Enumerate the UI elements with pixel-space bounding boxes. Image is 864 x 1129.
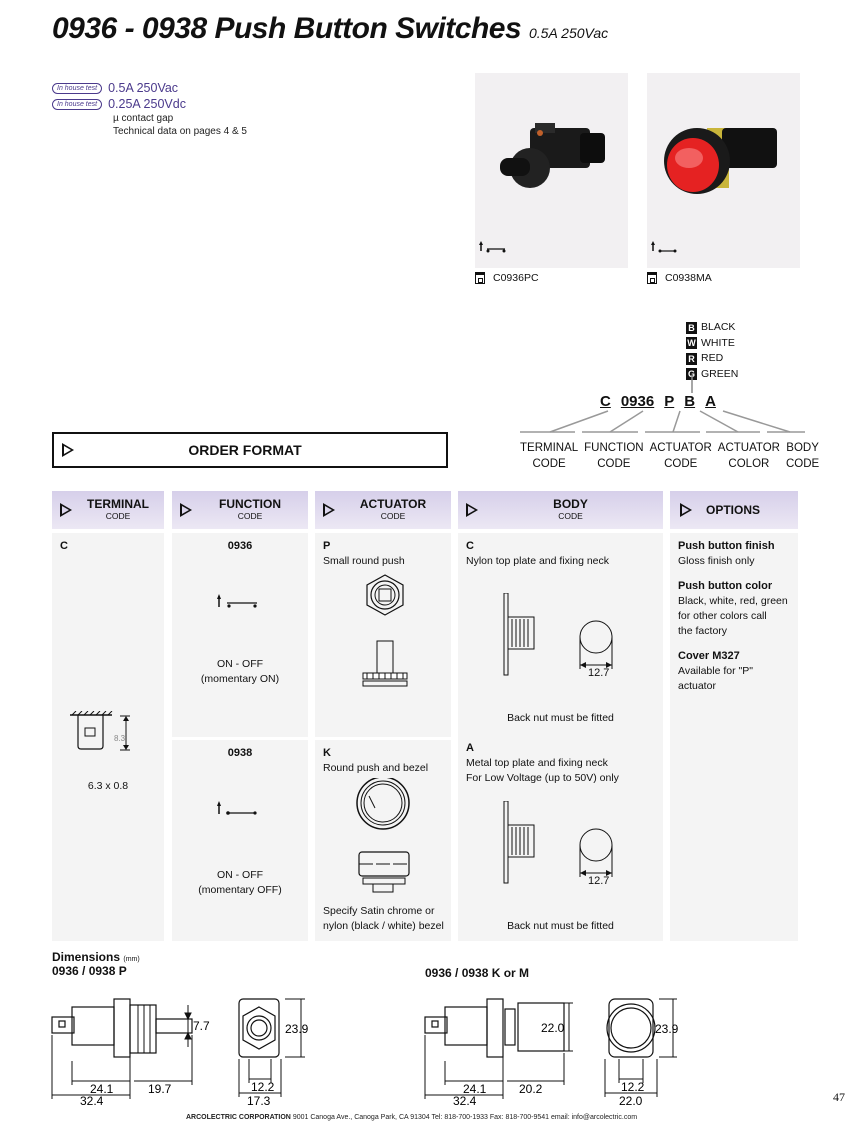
header-subtitle: CODE xyxy=(380,511,406,521)
terminal-icon xyxy=(647,272,657,284)
option-heading: Push button color xyxy=(678,580,773,592)
title-rating: 0.5A 250Vac xyxy=(529,25,609,41)
terminal-tab-drawing xyxy=(70,711,150,761)
option-color xyxy=(678,579,790,639)
code-label-line1: ACTUATOR xyxy=(717,442,780,454)
rating-row xyxy=(52,96,247,112)
color-code-badge: R xyxy=(686,353,697,365)
header-text xyxy=(478,498,663,522)
ratings-block xyxy=(52,80,247,138)
svg-text:17.3: 17.3 xyxy=(247,1094,271,1105)
color-code-row xyxy=(686,351,738,367)
actuator-cell-p xyxy=(315,533,451,737)
option-text: the factory xyxy=(678,625,728,637)
in-house-test-badge: In house test xyxy=(52,99,102,110)
svg-text:20.2: 20.2 xyxy=(519,1082,543,1096)
footer-address: 9001 Canoga Ave., Canoga Park, CA 91304 Tel: 818-700-1933 Fax: 818-700-9541 email: info@arcolectric.com xyxy=(292,1114,638,1121)
header-title: BODY xyxy=(553,497,588,511)
option-text: Gloss finish only xyxy=(678,555,755,567)
momentary-on-symbol-icon xyxy=(479,241,519,253)
header-subtitle: CODE xyxy=(105,511,131,521)
actuator-cell-k xyxy=(315,740,451,941)
back-nut-note: Back nut must be fitted xyxy=(507,712,614,724)
option-text: Available for "P" actuator xyxy=(678,665,753,692)
dimensions-title: Dimensions xyxy=(52,950,121,964)
push-button-small-image xyxy=(475,73,628,268)
terminal-code-part: C xyxy=(600,393,611,410)
function-cell-0938 xyxy=(172,740,308,941)
header-title: ACTUATOR xyxy=(359,497,427,511)
body-cell xyxy=(458,533,663,941)
code-label xyxy=(786,440,819,472)
order-format-banner xyxy=(52,432,448,468)
header-title: FUNCTION xyxy=(219,497,281,511)
round-push-bezel-drawing xyxy=(353,778,417,902)
dimensions-heading xyxy=(52,950,140,978)
order-format-label: ORDER FORMAT xyxy=(188,442,302,458)
back-nut-note: Back nut must be fitted xyxy=(507,920,614,932)
actuator-description: Small round push xyxy=(323,555,405,567)
rating-value: 0.25A 250Vdc xyxy=(108,97,186,111)
terminal-icon xyxy=(475,272,485,284)
actuator-code-header xyxy=(315,491,451,529)
part-number: C0938MA xyxy=(665,272,712,284)
dimension-drawing-km xyxy=(423,995,573,1105)
actuator-color-part: B xyxy=(684,393,696,410)
header-subtitle: CODE xyxy=(558,511,583,521)
actuator-description: Round push and bezel xyxy=(323,762,429,774)
body-diameter-dim: 12.7 xyxy=(588,875,610,887)
product-photo-c0936pc xyxy=(475,73,628,268)
contact-gap-note: µ contact gap xyxy=(113,113,174,124)
svg-text:32.4: 32.4 xyxy=(453,1094,477,1105)
code-label-line2: CODE xyxy=(785,458,820,470)
svg-text:19.7: 19.7 xyxy=(148,1082,172,1096)
color-code-row xyxy=(686,320,738,336)
header-title: TERMINAL xyxy=(87,497,149,511)
code-label-line2: CODE xyxy=(597,458,631,470)
code-label xyxy=(520,440,578,472)
body-code: A xyxy=(466,742,474,754)
color-label: RED xyxy=(701,352,724,364)
bezel-note-line: Specify Satin chrome or xyxy=(323,905,435,917)
svg-text:22.0: 22.0 xyxy=(541,1021,565,1035)
page-title xyxy=(52,12,608,46)
code-label-line2: COLOR xyxy=(728,458,770,470)
code-label-line1: TERMINAL xyxy=(520,442,579,454)
function-code-part: 0936 xyxy=(620,393,655,410)
body-description: Nylon top plate and fixing neck xyxy=(466,555,610,567)
function-code: 0938 xyxy=(227,747,253,759)
option-text: for other colors call xyxy=(678,610,767,622)
svg-text:24.1: 24.1 xyxy=(463,1082,487,1096)
svg-text:32.4: 32.4 xyxy=(80,1094,104,1105)
header-title: OPTIONS xyxy=(706,503,761,517)
terminal-cell xyxy=(52,533,164,941)
bezel-note-line: nylon (black / white) bezel xyxy=(323,920,444,932)
terminal-code-header xyxy=(52,491,164,529)
option-heading: Push button finish xyxy=(678,540,775,552)
svg-text:12.2: 12.2 xyxy=(621,1080,645,1094)
color-code-badge: G xyxy=(687,369,695,380)
option-finish xyxy=(678,539,790,569)
push-button-red-image xyxy=(647,73,800,268)
triangle-arrow-icon xyxy=(62,443,74,457)
part-number: C0936PC xyxy=(493,272,539,284)
code-label-line1: BODY xyxy=(786,442,819,454)
footer xyxy=(186,1114,637,1121)
dimensions-p-label: 0936 / 0938 P xyxy=(52,964,127,978)
body-code: C xyxy=(466,540,474,552)
height-7-7: 7.7 xyxy=(193,1019,210,1033)
page-number: 47 xyxy=(833,1090,845,1104)
color-label: WHITE xyxy=(701,336,735,349)
body-description: Metal top plate and fixing neck xyxy=(466,757,608,769)
small-round-push-drawing xyxy=(355,573,415,693)
footer-company: ARCOLECTRIC CORPORATION xyxy=(186,1114,291,1121)
triangle-arrow-icon xyxy=(680,503,692,517)
actuator-color-list xyxy=(686,320,738,382)
body-voltage-note: For Low Voltage (up to 50V) only xyxy=(466,772,619,784)
function-description: ON - OFF xyxy=(216,658,264,670)
header-text xyxy=(72,498,164,522)
order-code-example xyxy=(600,393,726,410)
part-label-c0938ma xyxy=(647,272,712,284)
option-cover xyxy=(678,649,790,694)
code-label-line1: FUNCTION xyxy=(584,442,644,454)
body-a-block xyxy=(466,741,619,786)
body-diameter-dim: 12.7 xyxy=(588,667,610,679)
code-label xyxy=(650,440,712,472)
body-code-part: A xyxy=(705,393,716,410)
code-label-line2: CODE xyxy=(532,458,566,470)
order-code-labels xyxy=(520,440,819,472)
actuator-code-part: P xyxy=(664,393,675,410)
options-header xyxy=(670,491,798,529)
rating-value: 0.5A 250Vac xyxy=(108,81,179,95)
options-cell xyxy=(670,533,798,941)
color-code-badge: B xyxy=(686,322,697,334)
function-code: 0936 xyxy=(227,540,253,552)
actuator-code: K xyxy=(323,747,331,759)
in-house-test-badge: In house test xyxy=(52,83,102,94)
dimension-front-p xyxy=(235,995,345,1105)
code-label xyxy=(584,440,643,472)
title-text: 0936 - 0938 Push Button Switches xyxy=(52,12,522,45)
code-label-line1: ACTUATOR xyxy=(649,442,712,454)
momentary-on-symbol-icon xyxy=(215,594,265,608)
technical-data-note: Technical data on pages 4 & 5 xyxy=(113,126,247,137)
terminal-code: C xyxy=(60,540,68,552)
color-code-badge: W xyxy=(687,338,696,349)
code-label-line2: CODE xyxy=(664,458,698,470)
header-text xyxy=(192,498,308,522)
header-subtitle: CODE xyxy=(237,511,263,521)
svg-text:24.1: 24.1 xyxy=(90,1082,114,1096)
actuator-code: P xyxy=(323,540,331,552)
color-label: GREEN xyxy=(701,367,739,380)
body-code-header xyxy=(458,491,663,529)
function-description: ON - OFF xyxy=(216,869,264,881)
function-note: (momentary OFF) xyxy=(198,884,282,896)
bezel-note xyxy=(323,904,444,934)
dimensions-km-label: 0936 / 0938 K or M xyxy=(425,966,530,980)
rating-row xyxy=(52,80,247,96)
header-text xyxy=(335,498,451,522)
momentary-off-symbol-icon xyxy=(651,241,691,253)
function-cell-0936 xyxy=(172,533,308,737)
dimension-front-km xyxy=(603,995,713,1105)
triangle-arrow-icon xyxy=(323,503,335,517)
momentary-off-symbol-icon xyxy=(215,801,265,815)
part-label-c0936pc xyxy=(475,272,539,284)
option-text: Black, white, red, green xyxy=(678,595,788,607)
color-label: BLACK xyxy=(701,321,736,333)
function-note: (momentary ON) xyxy=(200,673,280,685)
svg-text:12.2: 12.2 xyxy=(251,1080,275,1094)
triangle-arrow-icon xyxy=(60,503,72,517)
svg-text:22.0: 22.0 xyxy=(619,1094,643,1105)
triangle-arrow-icon xyxy=(180,503,192,517)
svg-text:23.9: 23.9 xyxy=(655,1022,679,1036)
code-label xyxy=(718,440,780,472)
option-heading: Cover M327 xyxy=(678,650,740,662)
triangle-arrow-icon xyxy=(466,503,478,517)
product-photo-c0938ma xyxy=(647,73,800,268)
terminal-size: 6.3 x 0.8 xyxy=(87,780,129,792)
color-code-row xyxy=(686,336,738,352)
terminal-height-dim: 8.3 xyxy=(114,734,126,743)
function-code-header xyxy=(172,491,308,529)
svg-text:23.9: 23.9 xyxy=(285,1022,309,1036)
dimensions-unit: (mm) xyxy=(123,956,140,963)
